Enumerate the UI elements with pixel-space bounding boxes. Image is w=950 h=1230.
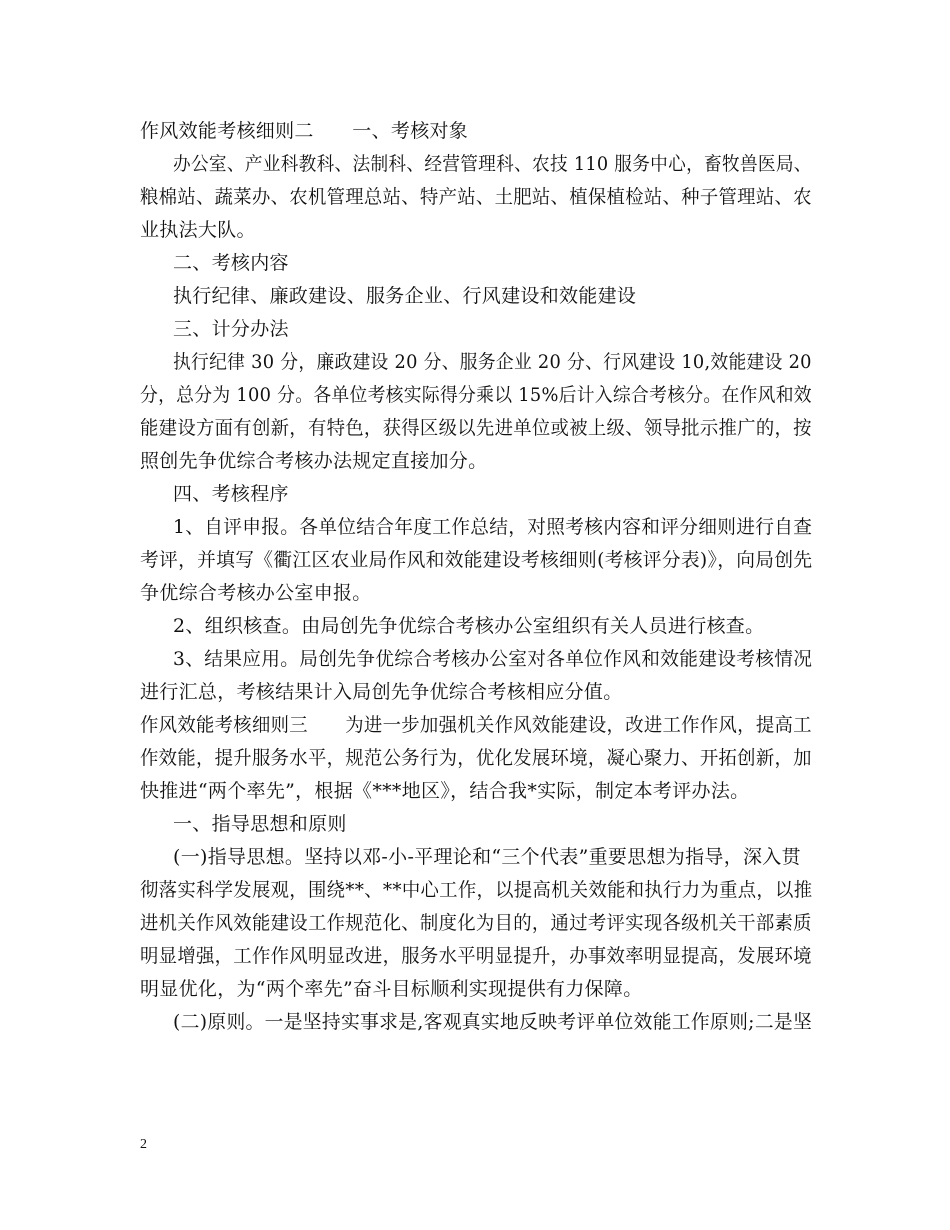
text-line: 办公室、产业科教科、法制科、经营管理科、农技 110 服务中心，畜牧兽医局、 [173, 153, 812, 175]
text-line: 作效能，提升服务水平，规范公务行为，优化发展环境，凝心聚力、开拓创新，加 [140, 747, 812, 769]
text-line: 快推进“两个率先”，根据《***地区》，结合我*实际，制定本考评办法。 [140, 780, 750, 802]
text-line: 明显增强，工作作风明显改进，服务水平明显提升，办事效率明显提高，发展环境 [140, 945, 812, 967]
text-line: 明显优化，为“两个率先”奋斗目标顺利实现提供有力保障。 [140, 978, 643, 1000]
text-line: 粮棉站、蔬菜办、农机管理总站、特产站、土肥站、植保植检站、种子管理站、农 [140, 186, 812, 208]
section-heading: 二、考核内容 [173, 252, 289, 274]
text-line: 执行纪律、廉政建设、服务企业、行风建设和效能建设 [173, 285, 637, 307]
text-line: 2、组织核查。由局创先争优综合考核办公室组织有关人员进行核查。 [173, 615, 765, 637]
text-line: 业执法大队。 [140, 219, 256, 241]
text-line: 1、自评申报。各单位结合年度工作总结，对照考核内容和评分细则进行自查 [173, 516, 813, 538]
text-line: (一)指导思想。坚持以邓-小-平理论和“三个代表”重要思想为指导，深入贯 [173, 846, 801, 868]
page-number: 2 [140, 1137, 147, 1152]
text-line: 进机关作风效能建设工作规范化、制度化为目的，通过考评实现各级机关干部素质 [140, 912, 812, 934]
text-line: 照创先争优综合考核办法规定直接加分。 [140, 450, 488, 472]
section-heading: 三、计分办法 [173, 318, 289, 340]
section-heading: 一、指导思想和原则 [173, 813, 347, 835]
text-line: 争优综合考核办公室申报。 [140, 582, 372, 604]
section-heading: 四、考核程序 [173, 483, 289, 505]
text-line: 能建设方面有创新，有特色，获得区级以先进单位或被上级、领导批示推广的，按 [140, 417, 812, 439]
text-line: 进行汇总，考核结果计入局创先争优综合考核相应分值。 [140, 681, 623, 703]
text-line: 彻落实科学发展观，围绕**、**中心工作，以提高机关效能和执行力为重点，以推 [140, 879, 813, 901]
text-line: 作风效能考核细则三 为进一步加强机关作风效能建设，改进工作作风，提高工 [140, 714, 812, 736]
text-line: (二)原则。一是坚持实事求是,客观真实地反映考评单位效能工作原则;二是坚 [173, 1011, 813, 1033]
text-line: 执行纪律 30 分，廉政建设 20 分、服务企业 20 分、行风建设 10,效能建设 20 [173, 351, 812, 373]
text-line: 3、结果应用。局创先争优综合考核办公室对各单位作风和效能建设考核情况 [173, 648, 813, 670]
text-line: 作风效能考核细则二 一、考核对象 [140, 120, 469, 142]
text-line: 分，总分为 100 分。各单位考核实际得分乘以 15%后计入综合考核分。在作风和效 [140, 384, 812, 406]
text-line: 考评，并填写《衢江区农业局作风和效能建设考核细则(考核评分表)》，向局创先 [140, 549, 813, 571]
